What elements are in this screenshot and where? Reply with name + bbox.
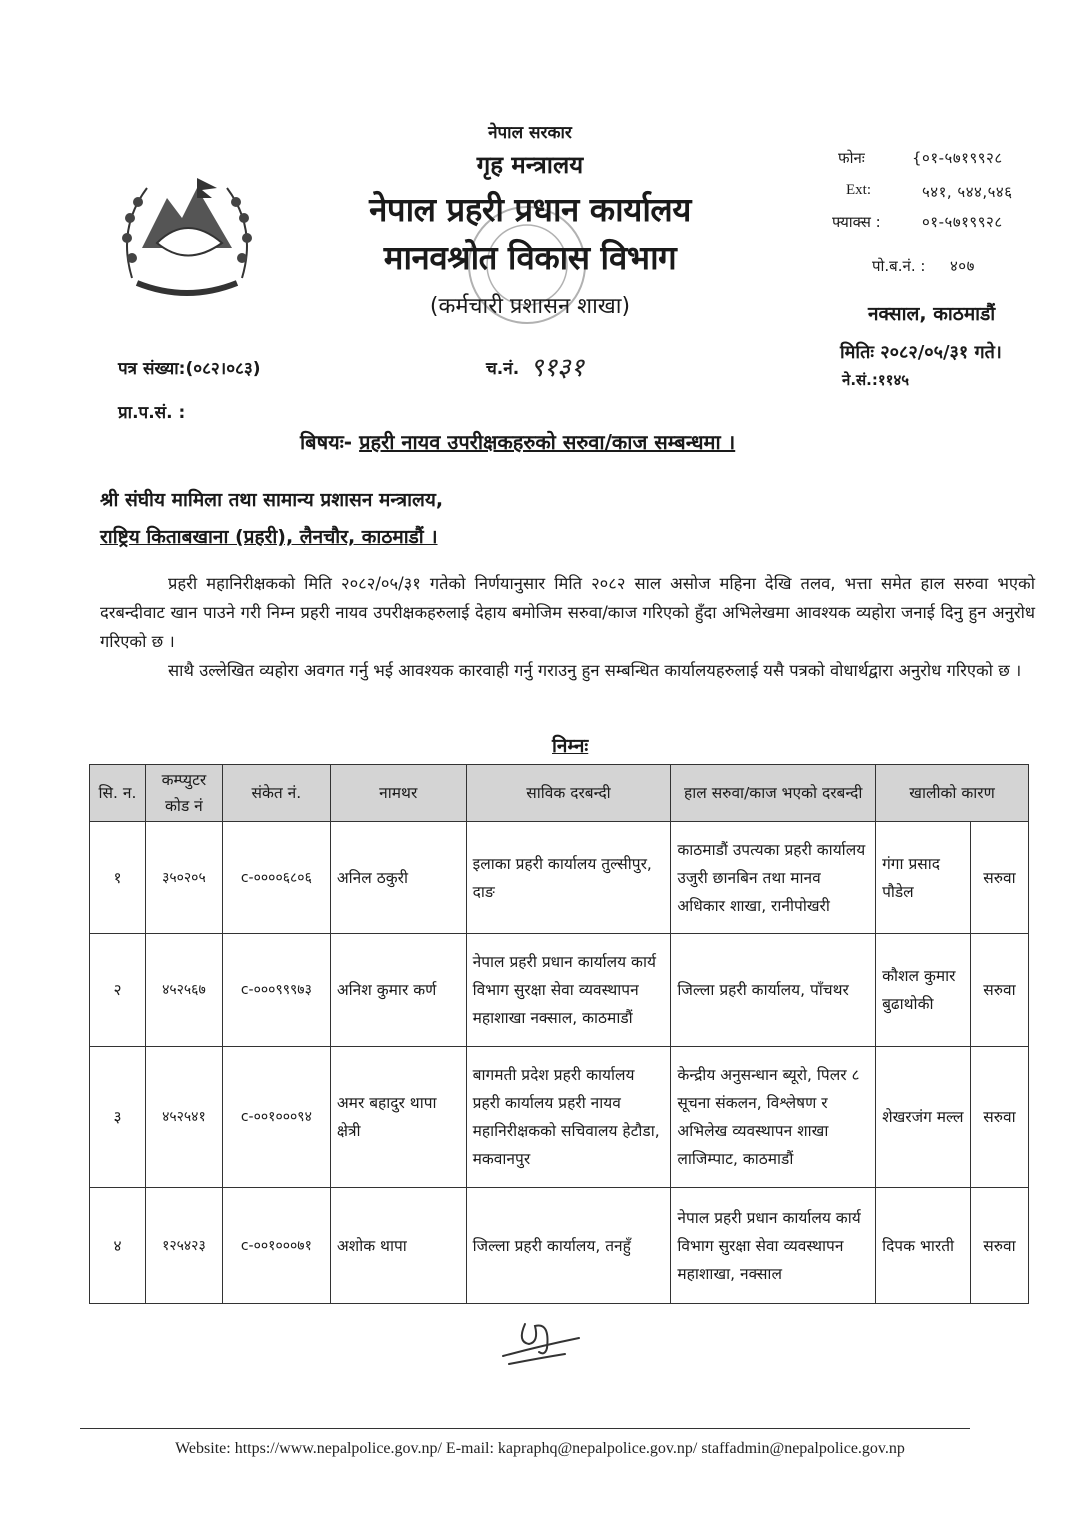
subject-text: प्रहरी नायव उपरीक्षकहरुको सरुवा/काज सम्बन्धमा । [359, 430, 736, 454]
body-paragraph-1-text: प्रहरी महानिरीक्षकको मिति २०८२/०५/३१ गतेको निर्णयानुसार मिति २०८२ साल असोज महिना देखि तलव, भत्ता समेत हाल सरुवा भएको दरबन्दीवाट खान पाउने गरी निम्न प्रहरी नायव उपरीक्षकहरुलाई देहाय बमोजिम सरुवा/काज गरिएको हुँदा अभिलेखमा आवश्यक व्यहोरा जनाई दिनु हुन अनुरोध गरिएको छ । [100, 574, 1035, 651]
table-header-row [90, 765, 1029, 822]
addressee-line1: श्री संघीय मामिला तथा सामान्य प्रशासन मन्त्रालय, [100, 489, 444, 511]
cell-previous: जिल्ला प्रहरी कार्यालय, तनहुँ [466, 1188, 671, 1304]
cell-vacancy-by: गंगा प्रसाद पौडेल [876, 822, 971, 934]
cell-previous: इलाका प्रहरी कार्यालय तुल्सीपुर, दाङ [466, 822, 671, 934]
cell-vacancy-by: कौशल कुमार बुढाथोकी [876, 934, 971, 1047]
dispatch-label: च.नं. [486, 359, 520, 379]
subject-label: बिषयः- [300, 430, 353, 454]
cell-code: ४५२५६७ [145, 934, 222, 1047]
header-code: कम्प्युटर कोड नं [145, 765, 222, 822]
cell-code: ३५०२०५ [145, 822, 222, 934]
cell-name: अनिल ठकुरी [330, 822, 466, 934]
phone-label: फोनः [838, 149, 865, 167]
government-title: नेपाल सरकार [488, 123, 572, 143]
cell-previous: बागमती प्रदेश प्रहरी कार्यालय प्रहरी कार्यालय प्रहरी नायव महानिरीक्षकको सचिवालय हेटौडा, मकवानपुर [466, 1047, 671, 1188]
header-symbol: संकेत नं. [222, 765, 330, 822]
cell-vacancy-by: शेखरजंग मल्ल [876, 1047, 971, 1188]
cell-current: नेपाल प्रहरी प्रधान कार्यालय कार्य विभाग सुरक्षा सेवा व्यवस्थापन महाशाखा, नक्साल [671, 1188, 876, 1304]
cell-vacancy-by: दिपक भारती [876, 1188, 971, 1304]
letter-date: मितिः २०८२/०५/३१ गते। [840, 342, 1002, 363]
cell-previous: नेपाल प्रहरी प्रधान कार्यालय कार्य विभाग सुरक्षा सेवा व्यवस्थापन महाशाखा नक्साल, काठमाडौं [466, 934, 671, 1047]
branch-title: (कर्मचारी प्रशासन शाखा) [429, 294, 631, 319]
cell-name: अनिश कुमार कर्ण [330, 934, 466, 1047]
nepal-sambat: ने.सं.:११४५ [842, 371, 910, 389]
cell-vacancy-reason: सरुवा [970, 1047, 1028, 1188]
office-location: नक्साल, काठमाडौं [868, 303, 996, 325]
fax-value: ०१-५७१९९२८ [922, 213, 1003, 231]
cell-vacancy-reason: सरुवा [970, 822, 1028, 934]
header-sn: सि. न. [90, 765, 146, 822]
cell-sn: ३ [90, 1047, 146, 1188]
footer-divider [80, 1428, 970, 1429]
addressee-line2: राष्ट्रिय किताबखाना (प्रहरी), लैनचौर, काठमाडौं । [100, 526, 438, 548]
cell-sn: १ [90, 822, 146, 934]
header-name: नामथर [330, 765, 466, 822]
footer-contact: Website: https://www.nepalpolice.gov.np/ E-mail: kapraphq@nepalpolice.gov.np/ staffadmin@nepalpolice.gov.np [175, 1440, 905, 1457]
cell-symbol: c-००००६८०६ [222, 822, 330, 934]
header-vacancy: खालीको कारण [876, 765, 1029, 822]
body-paragraph-2-text: साथै उल्लेखित व्यहोरा अवगत गर्नु भई आवश्यक कारवाही गर्नु गराउनु हुन सम्बन्धित कार्यालयहरुलाई यसै पत्रको वोधार्थद्वारा अनुरोध गरिएको छ । [168, 661, 1022, 680]
table-row [90, 822, 1029, 934]
cell-vacancy-reason: सरुवा [970, 1188, 1028, 1304]
body-paragraph-1 [100, 569, 1035, 656]
dispatch-number: ९१३१ [530, 353, 585, 383]
table-row [90, 934, 1029, 1047]
table-title: निम्नः [552, 735, 589, 757]
office-title: नेपाल प्रहरी प्रधान कार्यालय [369, 190, 691, 229]
header-previous: साविक दरबन्दी [466, 765, 671, 822]
signature-icon [495, 1312, 585, 1372]
cell-code: ४५२५४१ [145, 1047, 222, 1188]
ministry-title: गृह मन्त्रालय [476, 151, 584, 179]
cell-name: अशोक थापा [330, 1188, 466, 1304]
cell-current: केन्द्रीय अनुसन्धान ब्यूरो, पिलर ८ सूचना संकलन, विश्लेषण र अभिलेख व्यवस्थापन शाखा लाजिम्पाट, काठमाडौं [671, 1047, 876, 1188]
cell-code: १२५४२३ [145, 1188, 222, 1304]
nepal-emblem-icon [112, 158, 262, 308]
table-row [90, 1188, 1029, 1304]
table-row [90, 1047, 1029, 1188]
transfer-table [89, 764, 1029, 1304]
cell-name: अमर बहादुर थापा क्षेत्री [330, 1047, 466, 1188]
cell-sn: २ [90, 934, 146, 1047]
body-paragraph-2 [100, 656, 1035, 685]
pobox-label: पो.ब.नं. : [872, 257, 926, 275]
cell-symbol: c-००१०००७१ [222, 1188, 330, 1304]
header-current: हाल सरुवा/काज भएको दरबन्दी [671, 765, 876, 822]
ext-value: ५४१, ५४४,५४६ [922, 183, 1013, 201]
fax-label: फ्याक्स : [832, 213, 881, 231]
cell-vacancy-reason: सरुवा [970, 934, 1028, 1047]
received-label: प्रा.प.सं. : [118, 403, 186, 423]
cell-current: काठमाडौं उपत्यका प्रहरी कार्यालय उजुरी छानबिन तथा मानव अधिकार शाखा, रानीपोखरी [671, 822, 876, 934]
subject-line [300, 428, 735, 455]
pobox-value: ४०७ [950, 257, 975, 275]
cell-symbol: c-०००९९९७३ [222, 934, 330, 1047]
cell-sn: ४ [90, 1188, 146, 1304]
cell-current: जिल्ला प्रहरी कार्यालय, पाँचथर [671, 934, 876, 1047]
phone-value: {०१-५७१९९२८ [912, 149, 1003, 167]
ext-label: Ext: [846, 182, 871, 198]
cell-symbol: c-००१०००९४ [222, 1047, 330, 1188]
department-title: मानवश्रोत विकास विभाग [383, 238, 677, 277]
letter-number: पत्र संख्या:(०८२।०८३) [118, 359, 261, 379]
